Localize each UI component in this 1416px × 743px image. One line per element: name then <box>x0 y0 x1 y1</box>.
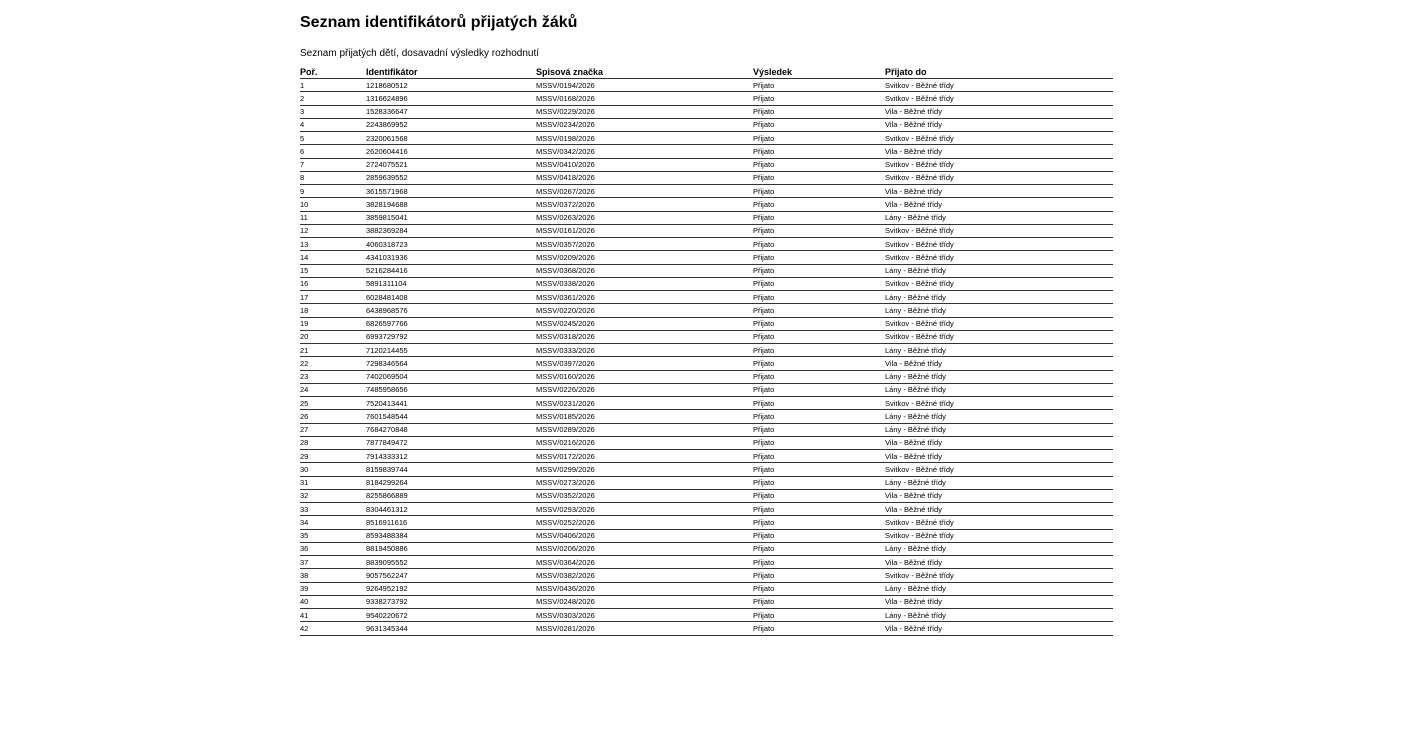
table-row <box>300 330 1113 343</box>
file-number-cell: MSSV/0418/2026 <box>536 171 753 184</box>
file-number-cell: MSSV/0382/2026 <box>536 569 753 582</box>
order-cell: 38 <box>300 569 366 582</box>
column-header-file-number: Spisová značka <box>536 65 753 79</box>
order-cell: 31 <box>300 476 366 489</box>
result-cell: Přijato <box>753 410 885 423</box>
file-number-cell: MSSV/0406/2026 <box>536 529 753 542</box>
file-number-cell: MSSV/0364/2026 <box>536 556 753 569</box>
admitted-to-cell: Lány - Běžné třídy <box>885 542 1113 555</box>
admitted-to-cell: Svitkov - Běžné třídy <box>885 317 1113 330</box>
column-header-admitted-to: Přijato do <box>885 65 1113 79</box>
table-row <box>300 463 1113 476</box>
order-cell: 11 <box>300 211 366 224</box>
file-number-cell: MSSV/0267/2026 <box>536 185 753 198</box>
result-cell: Přijato <box>753 238 885 251</box>
table-row <box>300 383 1113 396</box>
document-page <box>300 12 1113 636</box>
file-number-cell: MSSV/0338/2026 <box>536 277 753 290</box>
result-cell: Přijato <box>753 622 885 635</box>
table-row <box>300 304 1113 317</box>
admitted-to-cell: Vila - Běžné třídy <box>885 556 1113 569</box>
identifier-cell: 6438968576 <box>366 304 536 317</box>
order-cell: 19 <box>300 317 366 330</box>
identifier-cell: 1218680512 <box>366 79 536 92</box>
result-cell: Přijato <box>753 330 885 343</box>
order-cell: 33 <box>300 503 366 516</box>
order-cell: 27 <box>300 423 366 436</box>
file-number-cell: MSSV/0303/2026 <box>536 609 753 622</box>
order-cell: 9 <box>300 185 366 198</box>
admitted-to-cell: Lány - Běžné třídy <box>885 291 1113 304</box>
admitted-to-cell: Svitkov - Běžné třídy <box>885 79 1113 92</box>
result-cell: Přijato <box>753 198 885 211</box>
order-cell: 36 <box>300 542 366 555</box>
result-cell: Přijato <box>753 79 885 92</box>
identifier-cell: 2243869952 <box>366 118 536 131</box>
admitted-to-cell: Vila - Běžné třídy <box>885 595 1113 608</box>
identifier-cell: 2724075521 <box>366 158 536 171</box>
result-cell: Přijato <box>753 224 885 237</box>
admitted-to-cell: Svitkov - Běžné třídy <box>885 92 1113 105</box>
admitted-to-cell: Svitkov - Běžné třídy <box>885 132 1113 145</box>
result-cell: Přijato <box>753 185 885 198</box>
identifier-cell: 8819450886 <box>366 542 536 555</box>
result-cell: Přijato <box>753 529 885 542</box>
identifier-cell: 4060318723 <box>366 238 536 251</box>
result-cell: Přijato <box>753 436 885 449</box>
order-cell: 25 <box>300 397 366 410</box>
identifier-cell: 3615571968 <box>366 185 536 198</box>
result-cell: Přijato <box>753 211 885 224</box>
table-row <box>300 344 1113 357</box>
file-number-cell: MSSV/0357/2026 <box>536 238 753 251</box>
result-cell: Přijato <box>753 503 885 516</box>
result-cell: Přijato <box>753 171 885 184</box>
admitted-to-cell: Lány - Běžné třídy <box>885 370 1113 383</box>
table-row <box>300 118 1113 131</box>
table-row <box>300 264 1113 277</box>
identifier-cell: 9540220672 <box>366 609 536 622</box>
table-header-row <box>300 65 1113 79</box>
order-cell: 24 <box>300 383 366 396</box>
admitted-to-cell: Lány - Běžné třídy <box>885 304 1113 317</box>
order-cell: 5 <box>300 132 366 145</box>
admitted-to-cell: Vila - Běžné třídy <box>885 118 1113 131</box>
file-number-cell: MSSV/0263/2026 <box>536 211 753 224</box>
admitted-to-cell: Svitkov - Běžné třídy <box>885 171 1113 184</box>
file-number-cell: MSSV/0229/2026 <box>536 105 753 118</box>
order-cell: 35 <box>300 529 366 542</box>
result-cell: Přijato <box>753 317 885 330</box>
table-row <box>300 291 1113 304</box>
table-row <box>300 410 1113 423</box>
identifier-cell: 3882369284 <box>366 224 536 237</box>
admissions-table <box>300 65 1113 636</box>
table-row <box>300 251 1113 264</box>
table-row <box>300 450 1113 463</box>
result-cell: Přijato <box>753 370 885 383</box>
file-number-cell: MSSV/0299/2026 <box>536 463 753 476</box>
admitted-to-cell: Vila - Běžné třídy <box>885 145 1113 158</box>
result-cell: Přijato <box>753 158 885 171</box>
table-row <box>300 370 1113 383</box>
file-number-cell: MSSV/0216/2026 <box>536 436 753 449</box>
table-row <box>300 489 1113 502</box>
admitted-to-cell: Svitkov - Běžné třídy <box>885 224 1113 237</box>
column-header-result: Výsledek <box>753 65 885 79</box>
table-row <box>300 529 1113 542</box>
identifier-cell: 2320061568 <box>366 132 536 145</box>
result-cell: Přijato <box>753 291 885 304</box>
result-cell: Přijato <box>753 450 885 463</box>
identifier-cell: 9338273792 <box>366 595 536 608</box>
table-row <box>300 198 1113 211</box>
order-cell: 7 <box>300 158 366 171</box>
column-header-order: Poř. <box>300 65 366 79</box>
table-row <box>300 105 1113 118</box>
order-cell: 20 <box>300 330 366 343</box>
identifier-cell: 9057562247 <box>366 569 536 582</box>
admitted-to-cell: Vila - Běžné třídy <box>885 436 1113 449</box>
table-row <box>300 357 1113 370</box>
admitted-to-cell: Svitkov - Běžné třídy <box>885 529 1113 542</box>
identifier-cell: 6826597766 <box>366 317 536 330</box>
admitted-to-cell: Vila - Běžné třídy <box>885 357 1113 370</box>
table-row <box>300 132 1113 145</box>
order-cell: 40 <box>300 595 366 608</box>
table-row <box>300 622 1113 635</box>
order-cell: 16 <box>300 277 366 290</box>
table-row <box>300 556 1113 569</box>
identifier-cell: 5216284416 <box>366 264 536 277</box>
admitted-to-cell: Vila - Běžné třídy <box>885 622 1113 635</box>
table-row <box>300 516 1113 529</box>
file-number-cell: MSSV/0245/2026 <box>536 317 753 330</box>
identifier-cell: 3828194688 <box>366 198 536 211</box>
identifier-cell: 7402069504 <box>366 370 536 383</box>
admitted-to-cell: Vila - Běžné třídy <box>885 450 1113 463</box>
admitted-to-cell: Lány - Běžné třídy <box>885 476 1113 489</box>
table-row <box>300 569 1113 582</box>
order-cell: 17 <box>300 291 366 304</box>
identifier-cell: 8516911616 <box>366 516 536 529</box>
order-cell: 26 <box>300 410 366 423</box>
table-row <box>300 158 1113 171</box>
file-number-cell: MSSV/0160/2026 <box>536 370 753 383</box>
file-number-cell: MSSV/0185/2026 <box>536 410 753 423</box>
admitted-to-cell: Lány - Běžné třídy <box>885 211 1113 224</box>
file-number-cell: MSSV/0352/2026 <box>536 489 753 502</box>
admitted-to-cell: Lány - Běžné třídy <box>885 410 1113 423</box>
result-cell: Přijato <box>753 609 885 622</box>
page-subtitle: Seznam přijatých dětí, dosavadní výsledky rozhodnutí <box>300 48 540 59</box>
result-cell: Přijato <box>753 383 885 396</box>
identifier-cell: 9264952192 <box>366 582 536 595</box>
result-cell: Přijato <box>753 304 885 317</box>
file-number-cell: MSSV/0172/2026 <box>536 450 753 463</box>
identifier-cell: 7120214455 <box>366 344 536 357</box>
table-row <box>300 171 1113 184</box>
order-cell: 13 <box>300 238 366 251</box>
result-cell: Přijato <box>753 476 885 489</box>
admitted-to-cell: Vila - Běžné třídy <box>885 185 1113 198</box>
order-cell: 28 <box>300 436 366 449</box>
file-number-cell: MSSV/0289/2026 <box>536 423 753 436</box>
order-cell: 8 <box>300 171 366 184</box>
table-row <box>300 542 1113 555</box>
file-number-cell: MSSV/0372/2026 <box>536 198 753 211</box>
identifier-cell: 7601548544 <box>366 410 536 423</box>
result-cell: Přijato <box>753 463 885 476</box>
order-cell: 37 <box>300 556 366 569</box>
identifier-cell: 8304461312 <box>366 503 536 516</box>
file-number-cell: MSSV/0281/2026 <box>536 622 753 635</box>
table-row <box>300 185 1113 198</box>
file-number-cell: MSSV/0220/2026 <box>536 304 753 317</box>
admitted-to-cell: Svitkov - Běžné třídy <box>885 463 1113 476</box>
admitted-to-cell: Lány - Běžné třídy <box>885 609 1113 622</box>
order-cell: 18 <box>300 304 366 317</box>
identifier-cell: 7914333312 <box>366 450 536 463</box>
file-number-cell: MSSV/0198/2026 <box>536 132 753 145</box>
identifier-cell: 7298346564 <box>366 357 536 370</box>
admitted-to-cell: Svitkov - Běžné třídy <box>885 330 1113 343</box>
admitted-to-cell: Svitkov - Běžné třídy <box>885 397 1113 410</box>
file-number-cell: MSSV/0231/2026 <box>536 397 753 410</box>
file-number-cell: MSSV/0234/2026 <box>536 118 753 131</box>
table-row <box>300 609 1113 622</box>
table-row <box>300 436 1113 449</box>
admitted-to-cell: Lány - Běžné třídy <box>885 383 1113 396</box>
order-cell: 3 <box>300 105 366 118</box>
table-row <box>300 317 1113 330</box>
order-cell: 29 <box>300 450 366 463</box>
admitted-to-cell: Vila - Běžné třídy <box>885 503 1113 516</box>
order-cell: 4 <box>300 118 366 131</box>
file-number-cell: MSSV/0273/2026 <box>536 476 753 489</box>
identifier-cell: 8593488384 <box>366 529 536 542</box>
result-cell: Přijato <box>753 423 885 436</box>
file-number-cell: MSSV/0161/2026 <box>536 224 753 237</box>
order-cell: 15 <box>300 264 366 277</box>
table-row <box>300 277 1113 290</box>
file-number-cell: MSSV/0410/2026 <box>536 158 753 171</box>
identifier-cell: 7684270848 <box>366 423 536 436</box>
identifier-cell: 9631345344 <box>366 622 536 635</box>
order-cell: 23 <box>300 370 366 383</box>
result-cell: Přijato <box>753 569 885 582</box>
identifier-cell: 5891311104 <box>366 277 536 290</box>
result-cell: Přijato <box>753 397 885 410</box>
order-cell: 14 <box>300 251 366 264</box>
file-number-cell: MSSV/0252/2026 <box>536 516 753 529</box>
table-row <box>300 238 1113 251</box>
identifier-cell: 6028481408 <box>366 291 536 304</box>
identifier-cell: 1316624896 <box>366 92 536 105</box>
table-body <box>300 79 1113 636</box>
identifier-cell: 7520413441 <box>366 397 536 410</box>
order-cell: 21 <box>300 344 366 357</box>
table-row <box>300 503 1113 516</box>
order-cell: 2 <box>300 92 366 105</box>
table-row <box>300 211 1113 224</box>
identifier-cell: 2620604416 <box>366 145 536 158</box>
result-cell: Přijato <box>753 145 885 158</box>
identifier-cell: 2859639552 <box>366 171 536 184</box>
table-row <box>300 145 1113 158</box>
table-row <box>300 423 1113 436</box>
order-cell: 1 <box>300 79 366 92</box>
admitted-to-cell: Svitkov - Běžné třídy <box>885 251 1113 264</box>
file-number-cell: MSSV/0206/2026 <box>536 542 753 555</box>
result-cell: Přijato <box>753 132 885 145</box>
table-row <box>300 224 1113 237</box>
admitted-to-cell: Lány - Běžné třídy <box>885 264 1113 277</box>
file-number-cell: MSSV/0361/2026 <box>536 291 753 304</box>
order-cell: 22 <box>300 357 366 370</box>
admitted-to-cell: Svitkov - Běžné třídy <box>885 158 1113 171</box>
file-number-cell: MSSV/0318/2026 <box>536 330 753 343</box>
admitted-to-cell: Svitkov - Běžné třídy <box>885 569 1113 582</box>
file-number-cell: MSSV/0209/2026 <box>536 251 753 264</box>
result-cell: Přijato <box>753 92 885 105</box>
admitted-to-cell: Vila - Běžné třídy <box>885 198 1113 211</box>
order-cell: 10 <box>300 198 366 211</box>
result-cell: Přijato <box>753 277 885 290</box>
order-cell: 41 <box>300 609 366 622</box>
admitted-to-cell: Lány - Běžné třídy <box>885 344 1113 357</box>
identifier-cell: 8255866889 <box>366 489 536 502</box>
result-cell: Přijato <box>753 516 885 529</box>
page-title: Seznam identifikátorů přijatých žáků <box>300 14 578 31</box>
table-row <box>300 92 1113 105</box>
result-cell: Přijato <box>753 118 885 131</box>
file-number-cell: MSSV/0248/2026 <box>536 595 753 608</box>
table-row <box>300 582 1113 595</box>
result-cell: Přijato <box>753 595 885 608</box>
file-number-cell: MSSV/0194/2026 <box>536 79 753 92</box>
file-number-cell: MSSV/0397/2026 <box>536 357 753 370</box>
file-number-cell: MSSV/0436/2026 <box>536 582 753 595</box>
identifier-cell: 1528336647 <box>366 105 536 118</box>
file-number-cell: MSSV/0333/2026 <box>536 344 753 357</box>
file-number-cell: MSSV/0168/2026 <box>536 92 753 105</box>
order-cell: 32 <box>300 489 366 502</box>
result-cell: Přijato <box>753 357 885 370</box>
result-cell: Přijato <box>753 105 885 118</box>
table-row <box>300 595 1113 608</box>
admitted-to-cell: Vila - Běžné třídy <box>885 489 1113 502</box>
order-cell: 39 <box>300 582 366 595</box>
order-cell: 42 <box>300 622 366 635</box>
file-number-cell: MSSV/0342/2026 <box>536 145 753 158</box>
admitted-to-cell: Svitkov - Běžné třídy <box>885 238 1113 251</box>
admitted-to-cell: Lány - Běžné třídy <box>885 423 1113 436</box>
identifier-cell: 8184299264 <box>366 476 536 489</box>
column-header-identifier: Identifikátor <box>366 65 536 79</box>
identifier-cell: 6993729792 <box>366 330 536 343</box>
file-number-cell: MSSV/0368/2026 <box>536 264 753 277</box>
result-cell: Přijato <box>753 264 885 277</box>
result-cell: Přijato <box>753 556 885 569</box>
file-number-cell: MSSV/0293/2026 <box>536 503 753 516</box>
admitted-to-cell: Svitkov - Běžné třídy <box>885 516 1113 529</box>
admitted-to-cell: Svitkov - Běžné třídy <box>885 277 1113 290</box>
identifier-cell: 8839095552 <box>366 556 536 569</box>
identifier-cell: 8159839744 <box>366 463 536 476</box>
result-cell: Přijato <box>753 582 885 595</box>
file-number-cell: MSSV/0226/2026 <box>536 383 753 396</box>
identifier-cell: 4341031936 <box>366 251 536 264</box>
result-cell: Přijato <box>753 251 885 264</box>
order-cell: 30 <box>300 463 366 476</box>
order-cell: 12 <box>300 224 366 237</box>
table-row <box>300 476 1113 489</box>
result-cell: Přijato <box>753 542 885 555</box>
order-cell: 34 <box>300 516 366 529</box>
admitted-to-cell: Lány - Běžné třídy <box>885 582 1113 595</box>
admitted-to-cell: Vila - Běžné třídy <box>885 105 1113 118</box>
order-cell: 6 <box>300 145 366 158</box>
identifier-cell: 7877849472 <box>366 436 536 449</box>
table-row <box>300 79 1113 92</box>
table-row <box>300 397 1113 410</box>
identifier-cell: 3859815041 <box>366 211 536 224</box>
identifier-cell: 7485958656 <box>366 383 536 396</box>
result-cell: Přijato <box>753 489 885 502</box>
result-cell: Přijato <box>753 344 885 357</box>
